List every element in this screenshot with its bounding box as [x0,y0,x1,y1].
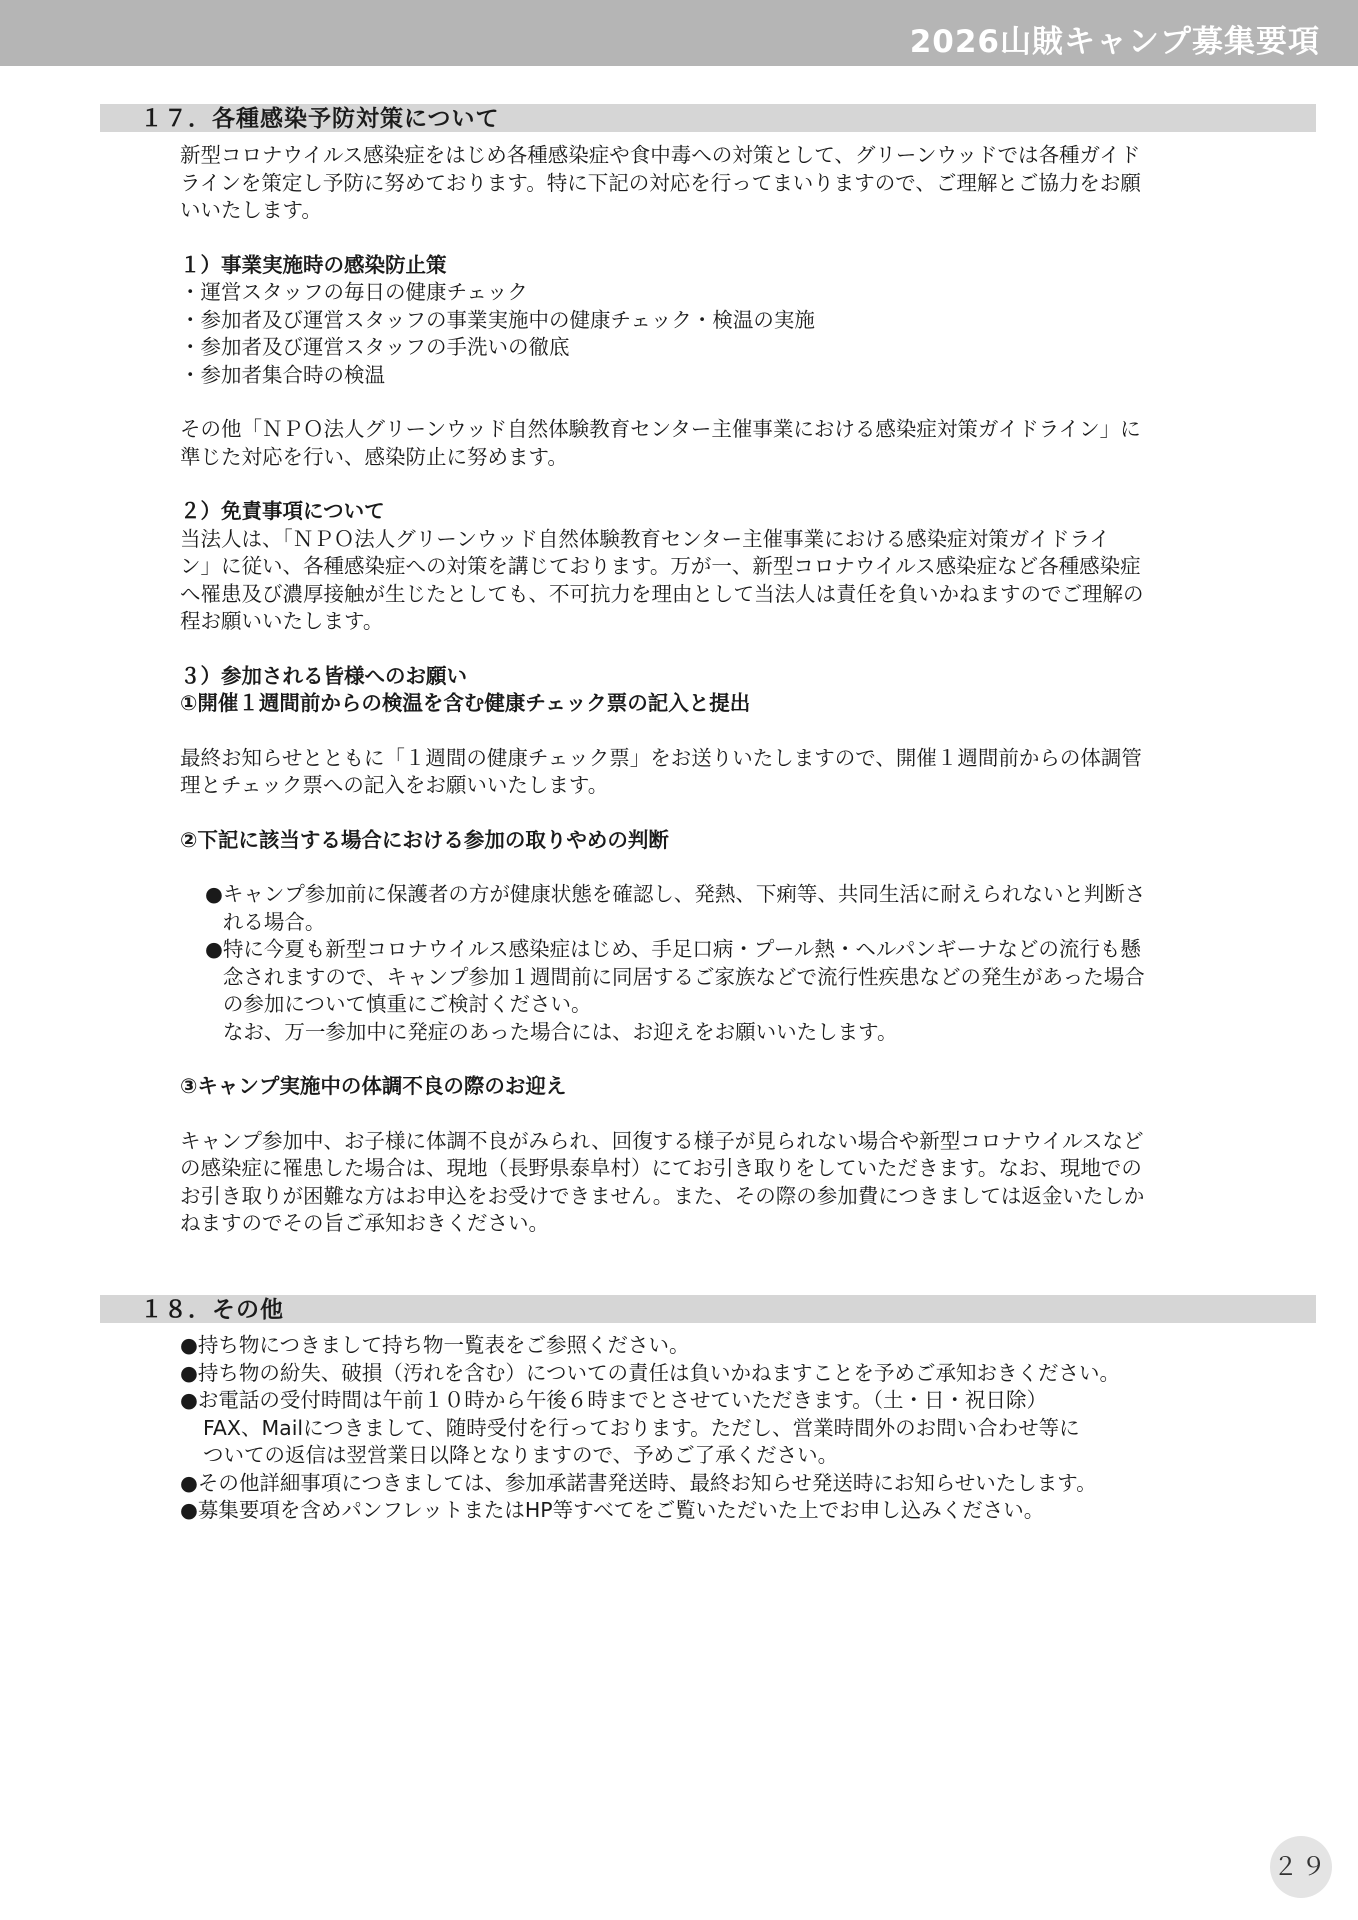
guideline-note-line: その他「ＮＰＯ法人グリーンウッド自然体験教育センター主催事業における感染症対策ガイドライン」に [180,417,1141,441]
disclaimer-line: 当法人は、「ＮＰＯ法人グリーンウッド自然体験教育センター主催事業における感染症対策ガイドライ [180,526,1110,551]
bullet-line: なお、万一参加中に発症のあった場合には、お迎えをお願いいたします。 [222,1019,898,1044]
intro-line: 新型コロナウイルス感染症をはじめ各種感染症や食中毒への対策として、グリーンウッドでは各種ガイド [180,143,1141,167]
subsection-3-title: ３）参加される皆様へのお願い [180,663,467,688]
bullet-text: 持ち物につきまして持ち物一覧表をご参照ください。 [197,1333,690,1357]
subsection-2-title: ２）免責事項について [180,499,385,523]
bullet-icon: ● [180,1360,198,1385]
bullet-icon: ● [205,882,223,906]
list-item [180,1360,1260,1388]
list-item: ・参加者及び運営スタッフの事業実施中の健康チェック・検温の実施 [180,307,815,332]
list-item: ・参加者及び運営スタッフの手洗いの徹底 [180,335,570,359]
header-title: 2026山賊キャンプ募集要項 [909,24,1320,60]
request-3-line: お引き取りが困難な方はお申込をお受けできません。また、その際の参加費につきましては返金いたしか [180,1183,1145,1208]
section-17-title: １７．各種感染予防対策について [140,106,500,132]
request-3-line: ねますのでその旨ご承知おきください。 [180,1211,549,1235]
list-item [205,881,1260,936]
section-17-header [100,104,1316,132]
disclaimer-line: へ罹患及び濃厚接触が生じたとしても、不可抗力を理由として当法人は責任を負いかねますのでご理解の [180,581,1144,606]
bullet-continuation: ついての返信は翌営業日以降となりますので、予めご了承ください。 [203,1443,839,1467]
disclaimer-line: 程お願いいたします。 [180,609,384,633]
request-1-line: 最終お知らせとともに「１週間の健康チェック票」をお送りいたしますので、開催１週間前からの体調管 [180,745,1142,770]
request-3-line: キャンプ参加中、お子様に体調不良がみられ、回復する様子が見られない場合や新型コロナウイルスなど [180,1128,1144,1153]
list-item: ・参加者集合時の検温 [180,362,385,387]
bullet-icon: ● [180,1498,198,1522]
request-3-line: の感染症に罹患した場合は、現地（長野県泰阜村）にてお引き取りをしていただきます。なお、現地での [180,1156,1142,1180]
request-3-title: ③キャンプ実施中の体調不良の際のお迎え [180,1074,567,1098]
section-18-title: １８．その他 [140,1297,284,1323]
request-1-line: 理とチェック票への記入をお願いいたします。 [180,773,609,797]
header-bar [0,0,1358,66]
disclaimer-line: ン」に従い、各種感染症への対策を講じております。万が一、新型コロナウイルス感染症など各種感染症 [180,554,1141,578]
bullet-line: キャンプ参加前に保護者の方が健康状態を確認し、発熱、下痢等、共同生活に耐えられないと判断さ [222,882,1146,906]
bullet-icon: ● [205,937,223,961]
section-18-body [180,1332,1260,1525]
list-item [180,1497,1260,1525]
list-item: ・運営スタッフの毎日の健康チェック [180,280,528,304]
list-item [180,1470,1260,1498]
bullet-line: 特に今夏も新型コロナウイルス感染症はじめ、手足口病・プール熱・ヘルパンギーナなどの流行も懸 [222,937,1141,961]
bullet-icon: ● [180,1388,198,1412]
page-number: ２９ [1270,1836,1332,1898]
section-18-header [100,1295,1316,1323]
bullet-line: 念されますので、キャンプ参加１週間前に同居するご家族などで流行性疾患などの発生があった場合 [222,964,1145,989]
bullet-continuation: FAX、Mailにつきまして、随時受付を行っております。ただし、営業時間外のお問い合わせ等に [203,1415,1080,1440]
list-item [180,1332,1260,1360]
bullet-icon: ● [180,1470,198,1495]
list-item [180,1387,1260,1415]
bullet-icon: ● [180,1333,198,1357]
bullet-text: お電話の受付時間は午前１０時から午後６時までとさせていただきます。（土・日・祝日除） [197,1388,1047,1412]
intro-line: いいたします。 [180,198,322,222]
subsection-1-title: １）事業実施時の感染防止策 [180,252,447,277]
request-2-title: ②下記に該当する場合における参加の取りやめの判断 [180,827,669,852]
bullet-line: の参加について慎重にご検討ください。 [222,992,592,1016]
bullet-text: その他詳細事項につきましては、参加承諾書発送時、最終お知らせ発送時にお知らせいたします。 [197,1470,1097,1495]
request-1-title: ①開催１週間前からの検温を含む健康チェック票の記入と提出 [180,691,751,715]
section-17-body [180,142,1260,1238]
guideline-note-line: 準じた対応を行い、感染防止に努めます。 [180,444,568,469]
bullet-text: 持ち物の紛失、破損（汚れを含む）についての責任は負いかねますことを予めご承知おきください。 [197,1360,1120,1385]
bullet-text: 募集要項を含めパンフレットまたはHP等すべてをご覧いただいた上でお申し込みください。 [197,1498,1045,1522]
bullet-line: れる場合。 [222,909,326,934]
list-item [205,936,1260,1046]
intro-line: ラインを策定し予防に努めております。特に下記の対応を行ってまいりますので、ご理解とご協力をお願 [180,170,1141,195]
